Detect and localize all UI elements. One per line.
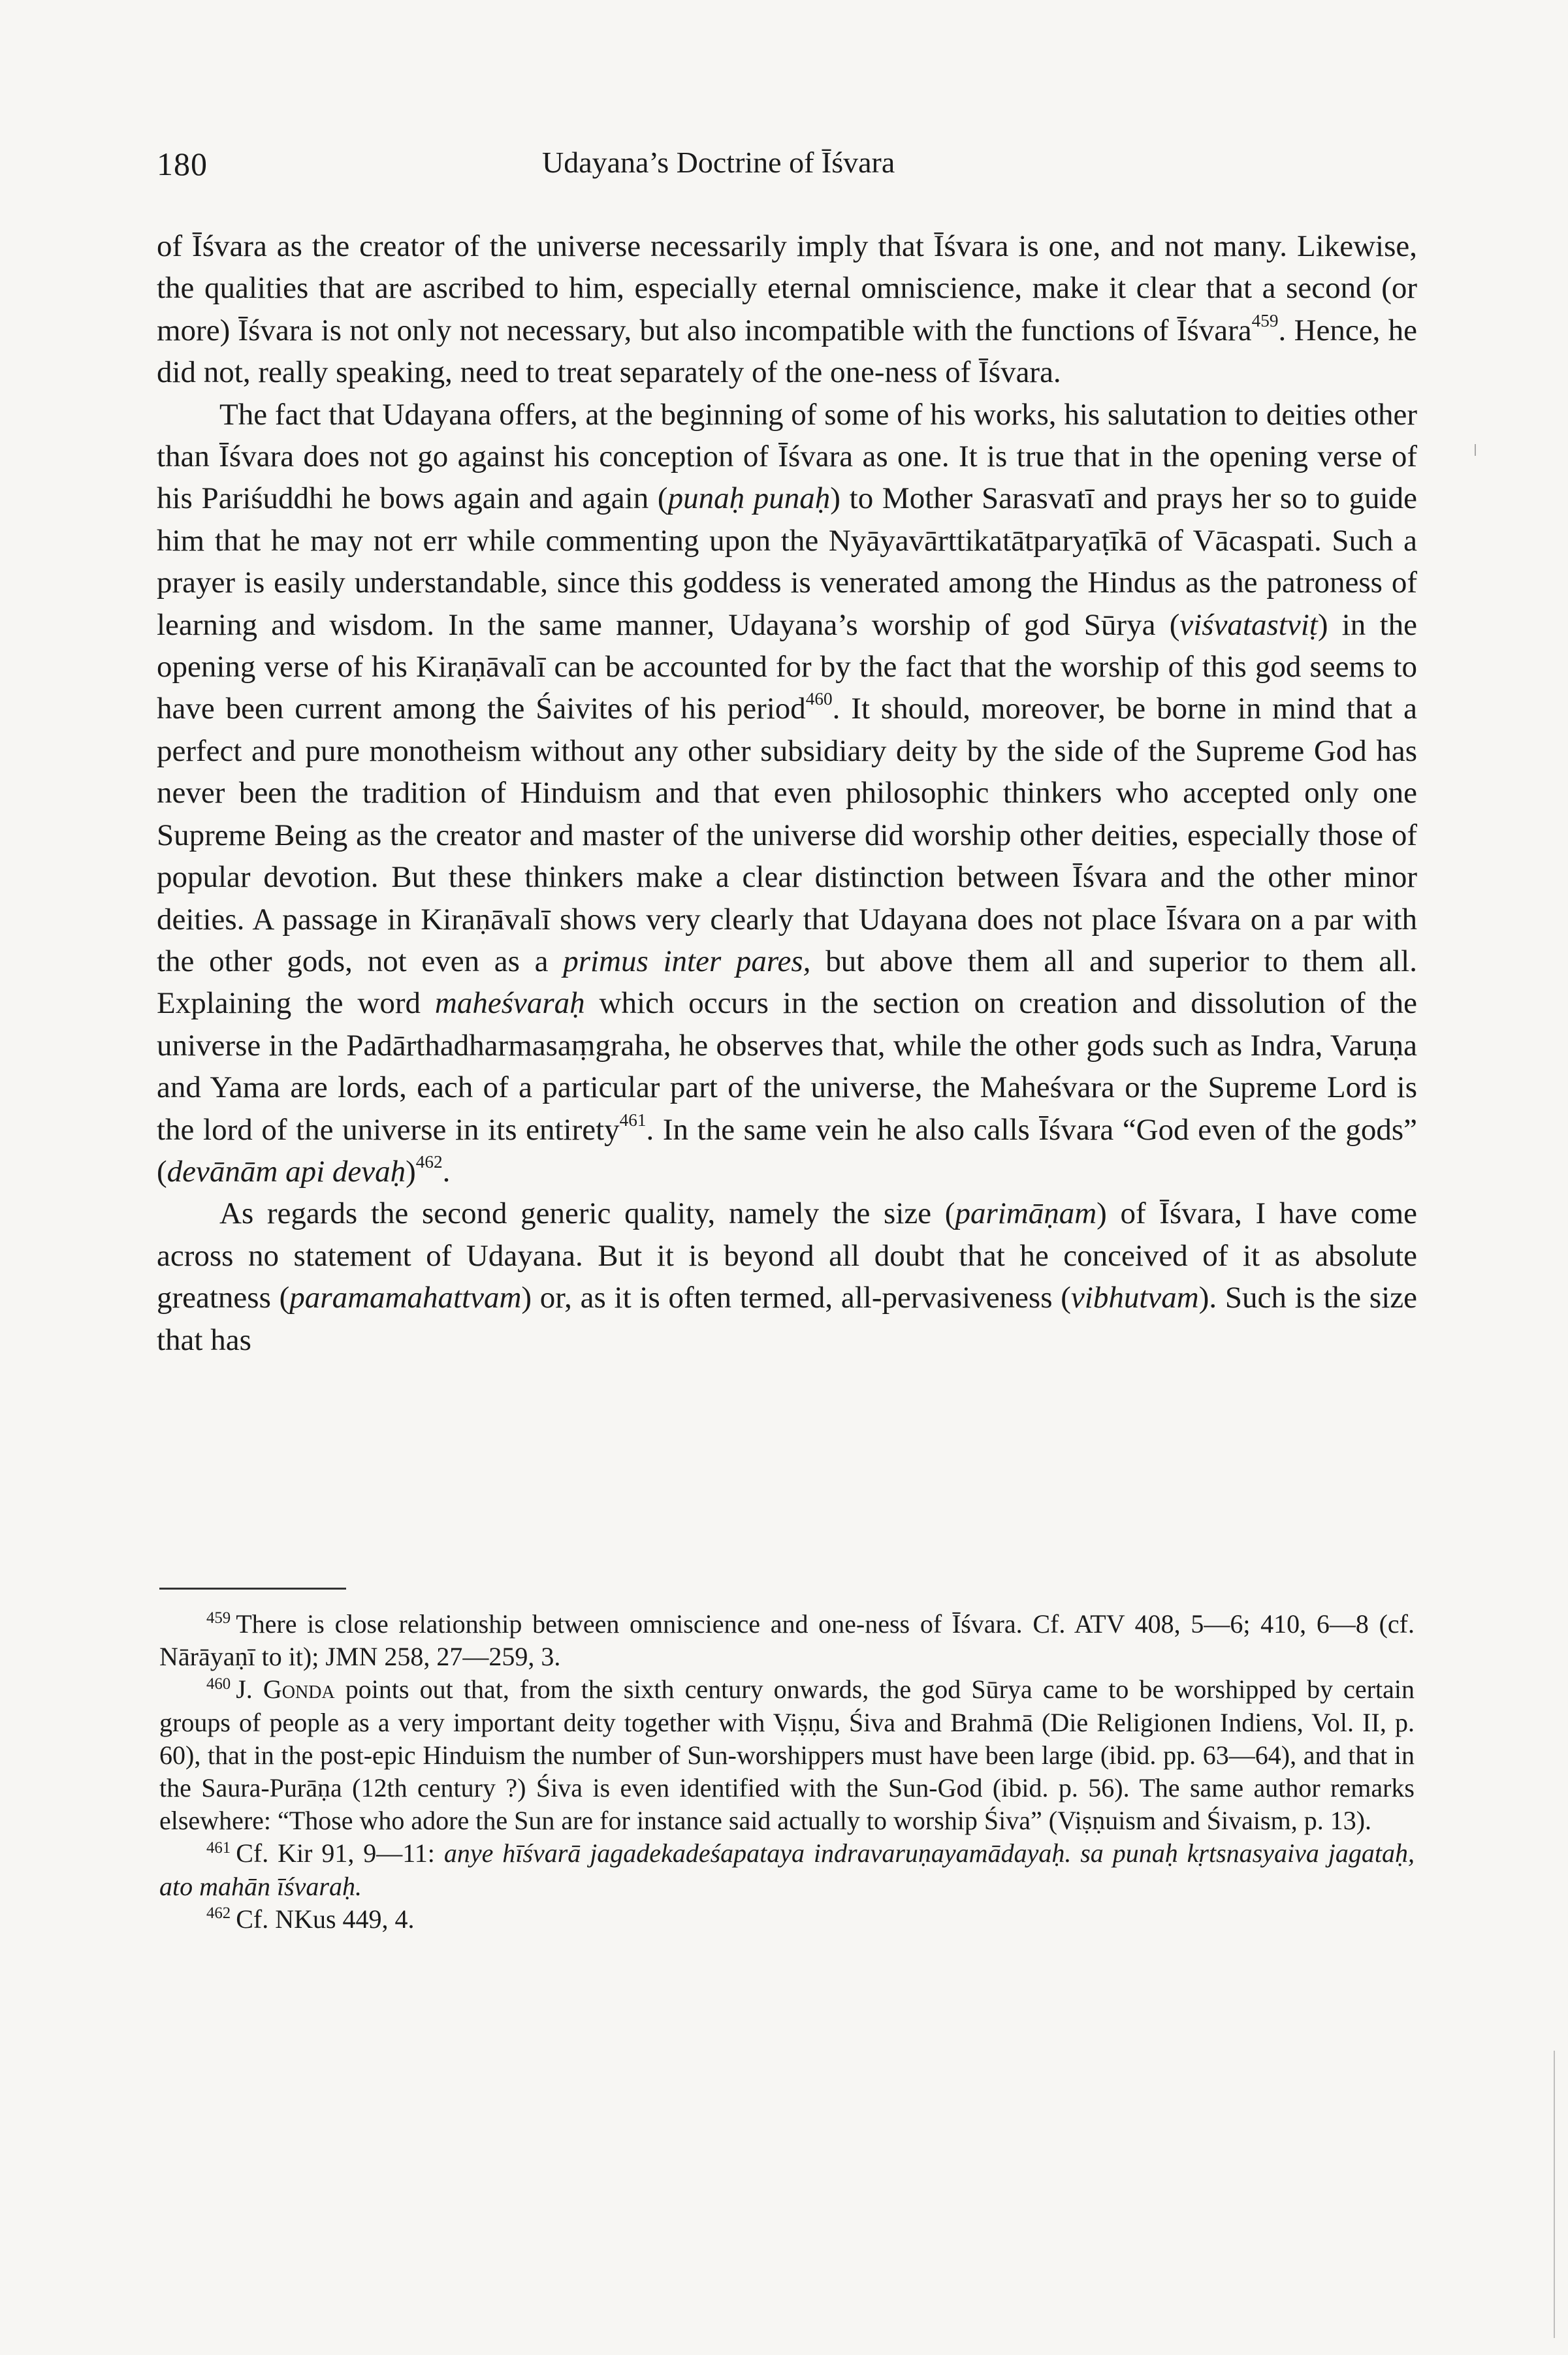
footnote-ref-462[interactable]: 462	[415, 1151, 443, 1172]
paragraph-2: The fact that Udayana offers, at the beginning of some of his works, his salutation to deities other than Īśvara does not go against his conception of Īśvara as one. It is true that in the opening verse of his Pariśuddhi he bows again and again (punaḥ punaḥ) to Mother Sarasvatī and prays her so to guide him that he may not err while commenting upon the Nyāyavārttikatātparyaṭīkā of Vācaspati. Such a prayer is easily understandable, since this goddess is venerated among the Hindus as the patroness of learning and wisdom. In the same manner, Udayana’s worship of god Sūrya (viśvatastviṭ) in the opening verse of his Kiraṇāvalī can be accounted for by the fact that the worship of this god seems to have been current among the Śaivites of his period$^{460}$. It should, moreover, be borne in mind that a perfect and pure monotheism without any other subsidiary deity by the side of the Supreme God has never been the tradition of Hinduism and that even philosophic thinkers who accepted only one Supreme Being as the creator and master of the universe did worship other deities, especially those of popular devotion. But these thinkers make a clear distinction between Īśvara and the other minor deities. A passage in Kiraṇāvalī shows very clearly that Udayana does not place Īśvara on a par with the other gods, not even as a primus inter pares, but above them all and superior to them all. Explaining the word maheśvaraḥ which occurs in the section on creation and dissolution of the universe in the Padārthadharmasaṃgraha, he observes that, while the other gods such as Indra, Varuṇa and Yama are lords, each of a particular part of the universe, the Maheśvara or the Supreme Lord is the lord of the universe in its entirety$^{461}$. In the same vein he also calls Īśvara “God even of the gods” (devānām api devaḥ)$^{462}$.	[157, 397, 1418, 1189]
footnote-462: $^{462}$ Cf. NKus 449, 4.	[206, 1904, 415, 1934]
footnote-ref-459[interactable]: 459	[1251, 310, 1279, 330]
footnote-461: $^{461}$ Cf. Kir 91, 9—11: anye hīśvarā jagadekadeśapataya indravaruṇayamādayaḥ. sa punaḥ kṛtsnasyaiva jagataḥ, ato mahān īśvaraḥ.	[159, 1838, 1415, 1901]
footnote-460: $^{460}$ J. Gonda points out that, from the sixth century onwards, the god Sūrya came to be worshipped by certain groups of people as a very important deity together with Viṣṇu, Śiva and Brahmā (Die Religionen Indiens, Vol. II, p. 60), that in the post-epic Hinduism the number of Sun-worshippers must have been large (ibid. pp. 63—64), and that in the Saura-Purāṇa (12th century ?) Śiva is even identified with the Sun-God (ibid. p. 56). The same author remarks elsewhere: “Those who adore the Sun are for instance said actually to worship Śiva” (Viṣṇuism and Śivaism, p. 13).	[159, 1674, 1415, 1836]
footnotes	[159, 1608, 1415, 1936]
footnote-ref-460[interactable]: 460	[805, 689, 833, 709]
footnote-459: $^{459}$ There is close relationship between omniscience and one-ness of Īśvara. Cf. ATV 408, 5—6; 410, 6—8 (cf. Nārāyaṇī to it); JMN 258, 27—259, 3.	[159, 1609, 1415, 1672]
running-head	[157, 145, 1417, 191]
paragraph-1: of Īśvara as the creator of the universe necessarily imply that Īśvara is one, and not many. Likewise, the qualities that are ascribed to him, especially eternal omniscience, make it clear that a second (or more) Īśvara is not only not necessary, but also incompatible with the functions of Īśvara$^{459}$. Hence, he did not, really speaking, need to treat separately of the one-ness of Īśvara.	[157, 229, 1418, 390]
page-number: 180	[157, 146, 208, 182]
footnote-ref-461[interactable]: 461	[619, 1110, 647, 1130]
scan-mark	[1475, 444, 1476, 456]
paragraph-3: As regards the second generic quality, namely the size (parimāṇam) of Īśvara, I have come across no statement of Udayana. But it is beyond all doubt that he conceived of it as absolute greatness (paramamahattvam) or, as it is often termed, all-pervasiveness (vibhutvam). Such is the size that has	[157, 1196, 1418, 1357]
running-title: Udayana’s Doctrine of Īśvara	[542, 146, 895, 179]
main-text	[157, 225, 1417, 1361]
scan-edge-line	[1554, 2051, 1555, 2338]
footnote-divider	[159, 1588, 346, 1590]
